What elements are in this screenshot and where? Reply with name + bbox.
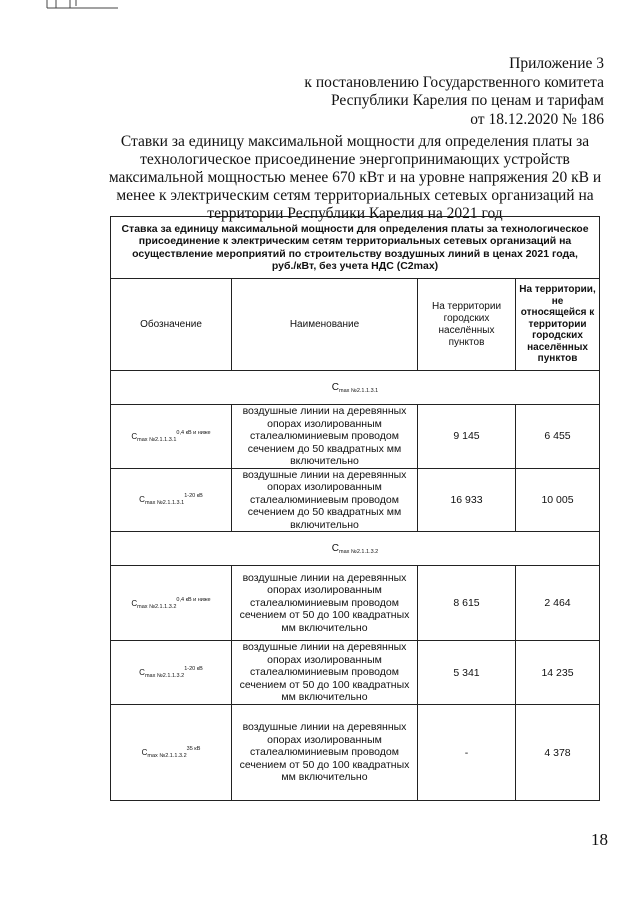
appendix-block [304, 55, 604, 129]
code-base: C [131, 598, 138, 608]
row-nonurban-value: 6 455 [516, 405, 600, 469]
title-line: технологическое присоединение энергопринимающих устройств [140, 151, 570, 168]
code-sub: max №2.1.1.3.1 [137, 436, 177, 443]
code-sup: 0,4 кВ и ниже [176, 596, 211, 603]
code-sup: 0,4 кВ и ниже [176, 429, 211, 436]
section-row [111, 532, 600, 566]
row-urban-value: - [418, 705, 516, 801]
row-name: воздушные линии на деревянных опорах изолированным сталеалюминиевым проводом сечением от 50 до 100 квадратных мм включительно [232, 641, 418, 705]
row-nonurban-value: 2 464 [516, 566, 600, 641]
rates-table [110, 216, 600, 801]
row-designation [111, 566, 232, 641]
code-sub: max №2.1.1.3.2 [137, 603, 177, 610]
code-sub: max №2.1.1.3.2 [147, 753, 187, 759]
code-sub: max №2.1.1.3.1 [144, 500, 185, 507]
section-label [111, 371, 600, 405]
code-base: C [139, 668, 145, 677]
table-row [111, 705, 600, 801]
section-code-base: C [331, 542, 340, 554]
row-designation [111, 405, 232, 469]
section-label [111, 532, 600, 566]
appendix-committee: Республики Карелия по ценам и тарифам [330, 92, 604, 109]
header-name: Наименование [232, 279, 418, 371]
row-name: воздушные линии на деревянных опорах изолированным сталеалюминиевым проводом сечением от 50 до 100 квадратных мм включительно [232, 566, 418, 641]
title-line: Ставки за единицу максимальной мощности для определения платы за [120, 133, 590, 150]
header-designation: Обозначение [111, 279, 232, 371]
row-urban-value: 16 933 [418, 468, 516, 532]
row-name: воздушные линии на деревянных опорах изолированным сталеалюминиевым проводом сечением до 50 квадратных мм включительно [232, 405, 418, 469]
section-code-sub: max №2.1.1.3.2 [339, 548, 379, 555]
row-name: воздушные линии на деревянных опорах изолированным сталеалюминиевым проводом сечением от 50 до 100 квадратных мм включительно [232, 705, 418, 801]
code-base: C [131, 431, 138, 441]
table-caption: Ставка за единицу максимальной мощности для определения платы за технологическое присоединение к электрическим сетям территориальных сетевых организаций на осуществление мероприятий по строительству воздушных линий в ценах 2021 года, руб./кВт, без учета НДС (C2max) [111, 217, 600, 279]
appendix-number: Приложение 3 [509, 55, 604, 72]
row-urban-value: 5 341 [418, 641, 516, 705]
document-title [100, 133, 610, 223]
code-sub: max №2.1.1.3.2 [144, 673, 185, 679]
row-designation [111, 705, 232, 801]
row-designation [111, 468, 232, 532]
row-designation [111, 641, 232, 705]
row-urban-value: 8 615 [418, 566, 516, 641]
section-row [111, 371, 600, 405]
header-nonurban: На территории, не относящейся к территории городских населённых пунктов [516, 279, 600, 371]
row-name: воздушные линии на деревянных опорах изолированным сталеалюминиевым проводом сечением до 50 квадратных мм включительно [232, 468, 418, 532]
code-sup: 35 кВ [186, 746, 201, 752]
header-urban: На территории городских населённых пунктов [418, 279, 516, 371]
section-code-sub: max №2.1.1.3.1 [339, 387, 379, 394]
section-code-base: C [331, 381, 340, 393]
table-row [111, 566, 600, 641]
code-sup: 1-20 кВ [184, 493, 203, 500]
table-row [111, 468, 600, 532]
table-row [111, 405, 600, 469]
table-row [111, 641, 600, 705]
row-urban-value: 9 145 [418, 405, 516, 469]
code-sup: 1-20 кВ [184, 666, 203, 672]
row-nonurban-value: 4 378 [516, 705, 600, 801]
code-base: C [141, 748, 148, 757]
appendix-resolution: к постановлению Государственного комитета [304, 73, 604, 91]
scan-artifact-marks [0, 0, 640, 10]
table-caption-row [111, 217, 600, 279]
page-number: 18 [591, 830, 608, 849]
title-line: менее к электрическим сетям территориальных сетевых организаций на [116, 187, 594, 204]
table-header-row [111, 279, 600, 371]
row-nonurban-value: 14 235 [516, 641, 600, 705]
title-line: максимальной мощностью менее 670 кВт и на уровне напряжения 20 кВ и [108, 169, 602, 186]
title-line: территории Республики Карелия на 2021 год [207, 205, 503, 222]
row-nonurban-value: 10 005 [516, 468, 600, 532]
appendix-date: от 18.12.2020 № 186 [470, 110, 604, 128]
code-base: C [139, 495, 145, 505]
